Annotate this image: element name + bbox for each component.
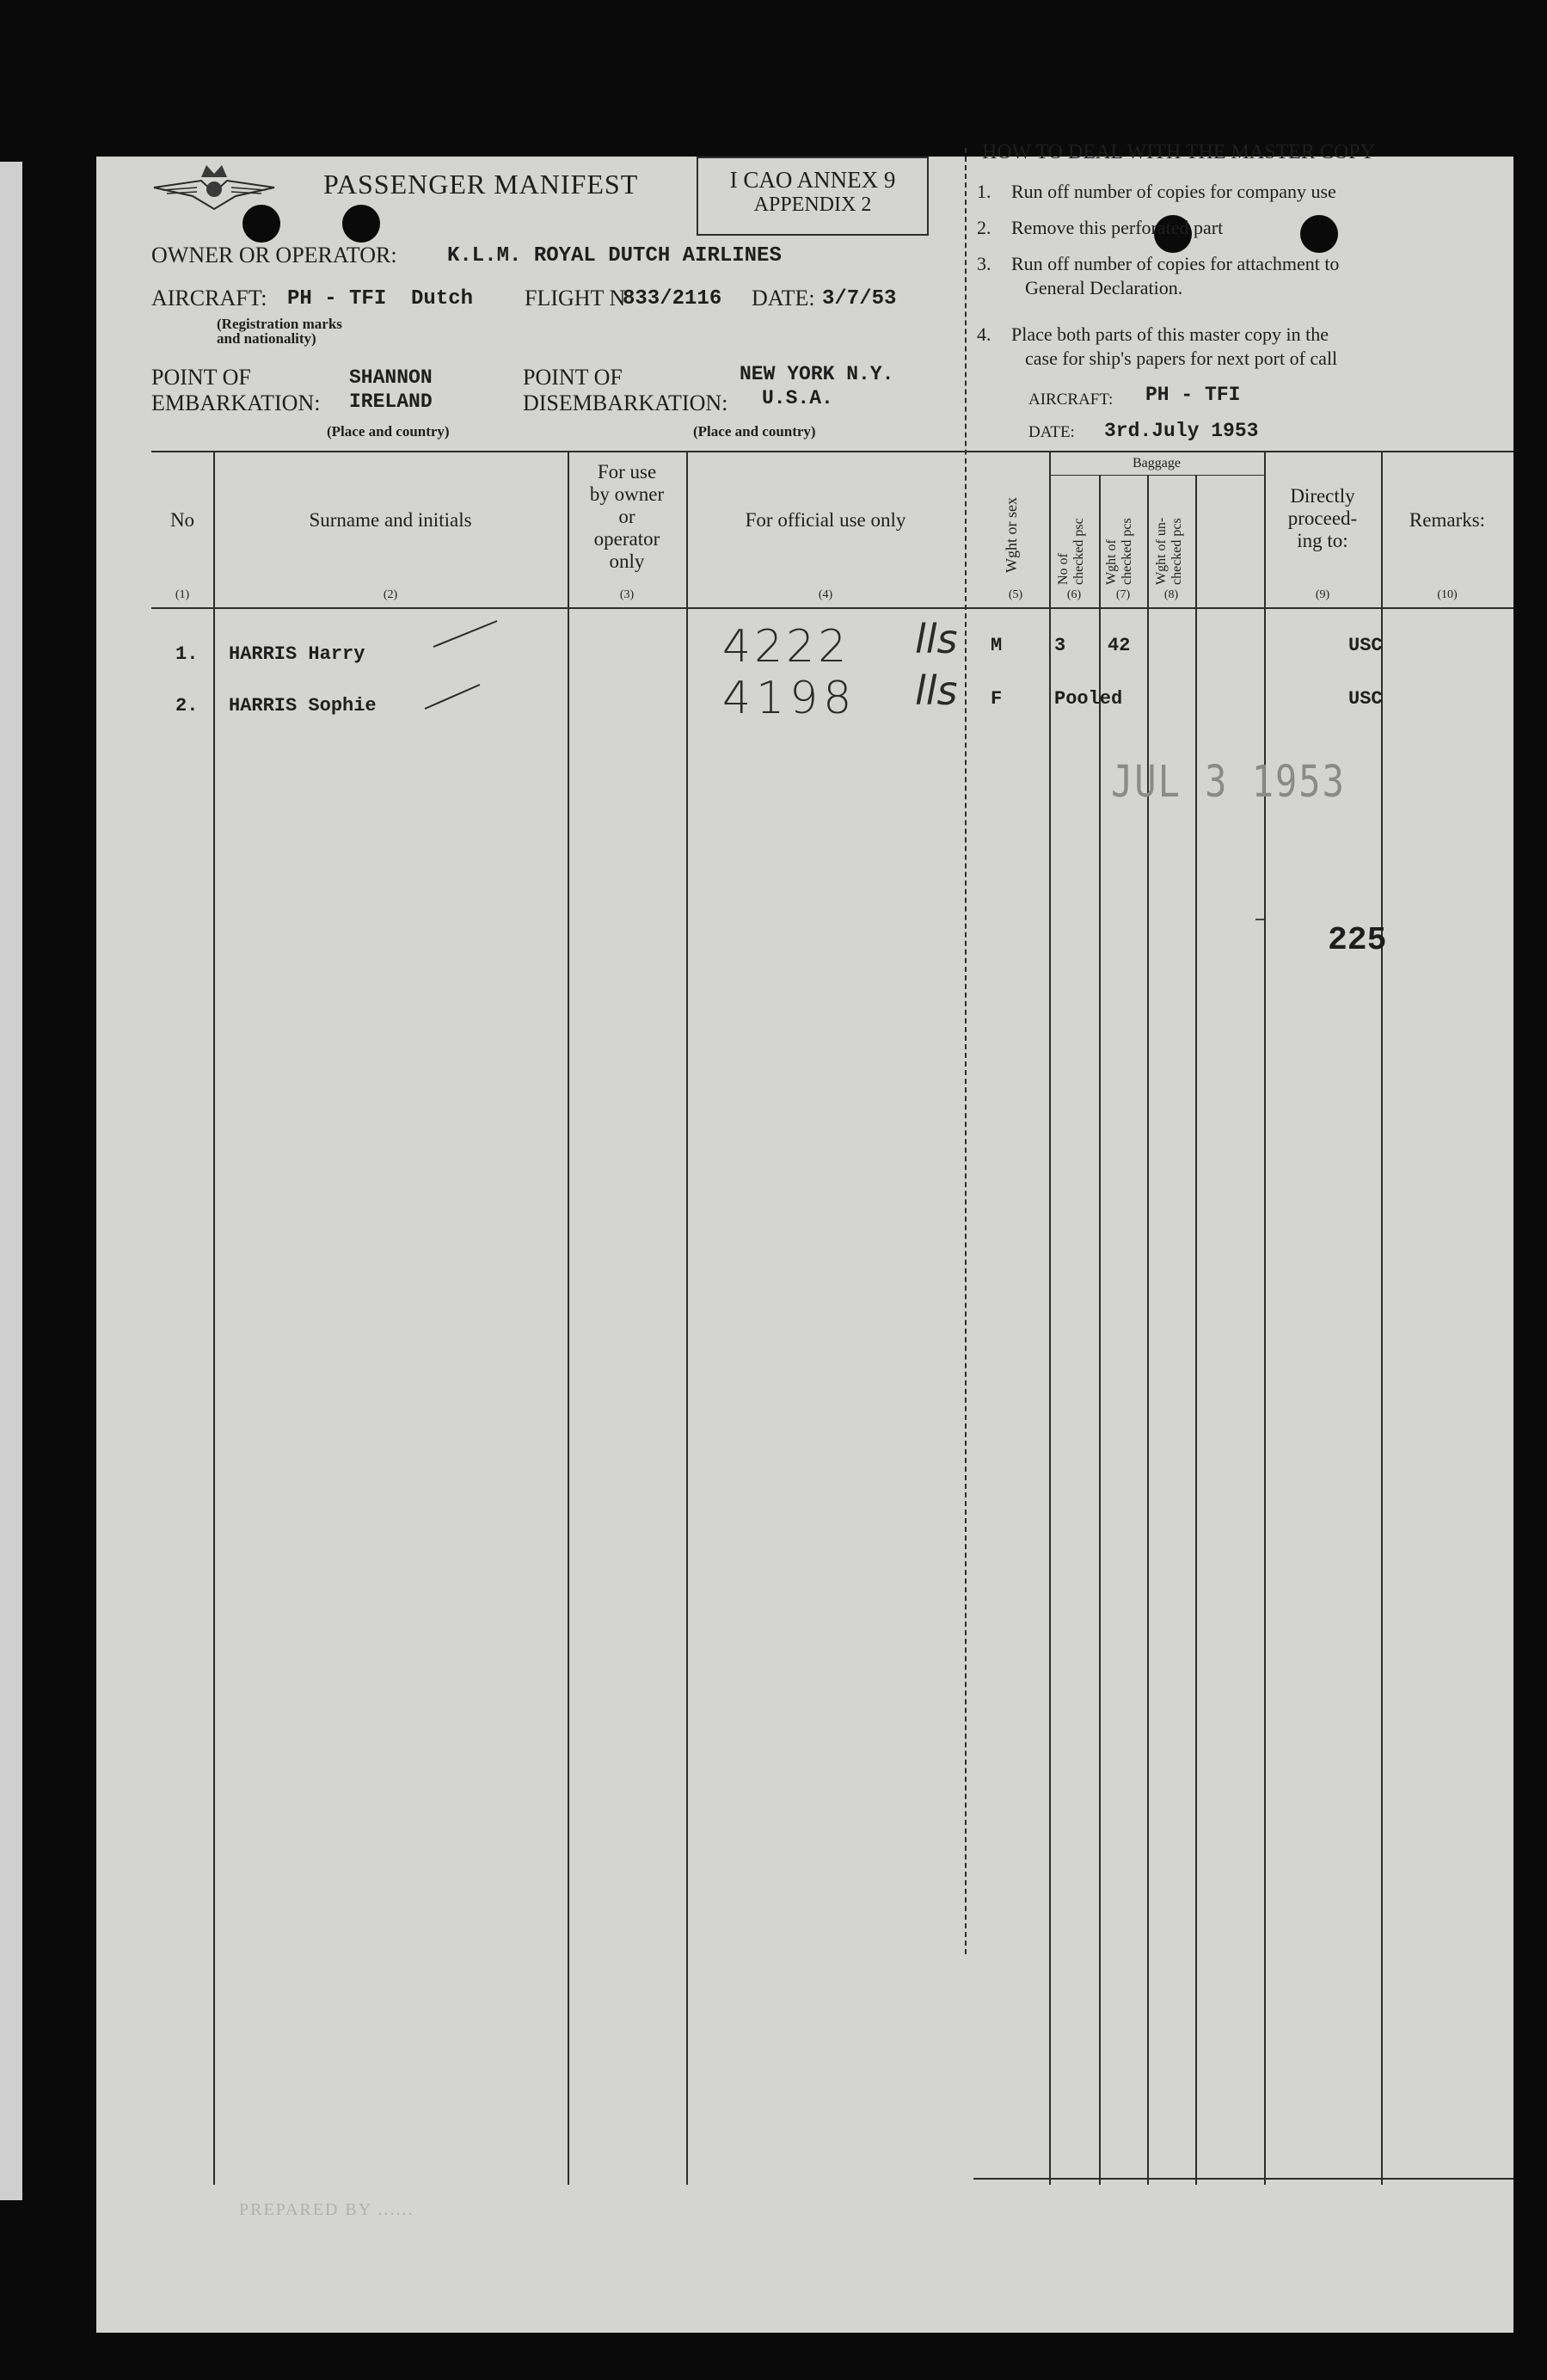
column-divider [1381, 451, 1383, 2185]
col-number: (9) [1315, 588, 1330, 601]
howto-title: HOW TO DEAL WITH THE MASTER COPY [982, 141, 1375, 163]
date-label: DATE: [752, 286, 815, 311]
col-unchecked-header: Wght of un- checked pcs [1154, 517, 1184, 585]
col-no-header: No [169, 509, 195, 531]
disembarkation-label-2: DISEMBARKATION: [523, 391, 728, 415]
col-checked-no-header: No of checked psc [1056, 518, 1086, 585]
howto-item-4: 4. Place both parts of this master copy in the [977, 323, 1329, 345]
row-official-number: 4222 [722, 621, 850, 673]
icao-appendix-line: APPENDIX 2 [753, 194, 872, 216]
col-number: (2) [383, 588, 398, 601]
column-divider [1049, 451, 1051, 2185]
row-official-initials: lls [915, 616, 958, 662]
col-surname-header: Surname and initials [309, 509, 472, 531]
date-value: 3/7/53 [822, 287, 897, 311]
row-official-initials: lls [915, 667, 958, 714]
check-mark-icon [423, 681, 483, 712]
footer-prepared-by: PREPARED BY ...... [239, 2200, 414, 2219]
col-number: (7) [1115, 588, 1131, 601]
embarkation-country: IRELAND [349, 391, 433, 413]
row-official-number: 4198 [722, 673, 857, 724]
col-number: (8) [1163, 588, 1179, 601]
howto-date-label: DATE: [1028, 423, 1075, 441]
col-number: (5) [1008, 588, 1023, 601]
column-divider [1195, 475, 1197, 2185]
col-remarks-header: Remarks: [1409, 509, 1486, 531]
embarkation-label-1: POINT OF [151, 365, 251, 390]
column-divider [1264, 451, 1266, 2185]
howto-aircraft-value: PH - TFI [1145, 384, 1241, 406]
col-directly-header: Directly proceed- ing to: [1287, 485, 1358, 551]
owner-label: OWNER OR OPERATOR: [151, 243, 397, 268]
howto-date-value: 3rd.July 1953 [1104, 420, 1259, 442]
embarkation-label-2: EMBARKATION: [151, 391, 321, 415]
col-owner-use-header: For use by owner or operator only [589, 461, 665, 572]
howto-item-3: 3. Run off number of copies for attachment to [977, 253, 1340, 274]
col-number: (10) [1437, 588, 1458, 601]
disembarkation-note: (Place and country) [693, 423, 816, 440]
row-sex: M [991, 635, 1003, 656]
col-number: (4) [818, 588, 833, 601]
disembarkation-country: U.S.A. [762, 387, 833, 409]
disembarkation-city: NEW YORK N.Y. [740, 363, 894, 385]
howto-aircraft-label: AIRCRAFT: [1028, 391, 1114, 409]
row-pieces: 3 [1054, 635, 1066, 656]
row-name: HARRIS Sophie [229, 695, 377, 716]
aircraft-note: (Registration marks and nationality) [217, 316, 342, 347]
column-divider [568, 451, 569, 2185]
icao-annex-box [697, 157, 929, 236]
col-number: (3) [619, 588, 635, 601]
flight-label: FLIGHT N [525, 286, 626, 311]
punch-hole [342, 205, 380, 243]
howto-item-1: 1. Run off number of copies for company use [977, 181, 1336, 202]
embarkation-city: SHANNON [349, 366, 433, 389]
howto-item-2: 2. Remove this perforated part [977, 217, 1224, 238]
row-no: 2. [175, 695, 199, 716]
row-name: HARRIS Harry [229, 643, 365, 665]
table-top-rule [151, 451, 1513, 452]
table-header-rule [151, 607, 1513, 609]
embarkation-note: (Place and country) [327, 423, 450, 440]
baggage-header: Baggage [1133, 456, 1181, 470]
col-number: (6) [1066, 588, 1082, 601]
manifest-sheet [96, 141, 1513, 2333]
col-weight-sex-header: Wght or sex [1003, 497, 1020, 573]
howto-item-3-cont: General Declaration. [1025, 277, 1183, 298]
manifest-title: PASSENGER MANIFEST [323, 169, 639, 200]
adjacent-page-strip [0, 162, 22, 2200]
page-number: 225 [1328, 922, 1387, 959]
row-no: 1. [175, 643, 199, 665]
column-divider [1147, 475, 1149, 2185]
disembarkation-label-1: POINT OF [523, 365, 623, 390]
received-date-stamp: JUL 3 1953 [1111, 756, 1346, 807]
icao-annex-line: I CAO ANNEX 9 [729, 167, 896, 193]
mark [1255, 919, 1264, 920]
howto-item-4-cont: case for ship's papers for next port of call [1025, 347, 1338, 369]
punch-hole [1300, 215, 1338, 253]
column-divider [686, 451, 688, 2185]
flight-value: 833/2116 [623, 287, 722, 311]
row-weight: 42 [1108, 635, 1131, 656]
baggage-rule [1049, 475, 1264, 476]
col-official-header: For official use only [745, 509, 906, 531]
row-pieces: Pooled [1054, 688, 1123, 710]
row-sex: F [991, 688, 1003, 710]
col-checked-weight-header: Wght of checked pcs [1104, 518, 1134, 585]
perforation-line [965, 148, 967, 1954]
row-remarks: USC [1348, 688, 1383, 710]
owner-value: K.L.M. ROYAL DUTCH AIRLINES [447, 244, 782, 268]
check-mark-icon [432, 618, 500, 652]
column-divider [1099, 475, 1101, 2185]
column-divider [213, 451, 215, 2185]
klm-crown-logo-icon [150, 162, 279, 213]
col-number: (1) [175, 588, 190, 601]
table-bottom-rule [973, 2178, 1513, 2180]
row-remarks: USC [1348, 635, 1383, 656]
aircraft-label: AIRCRAFT: [151, 286, 267, 311]
aircraft-value: PH - TFI Dutch [287, 287, 474, 311]
